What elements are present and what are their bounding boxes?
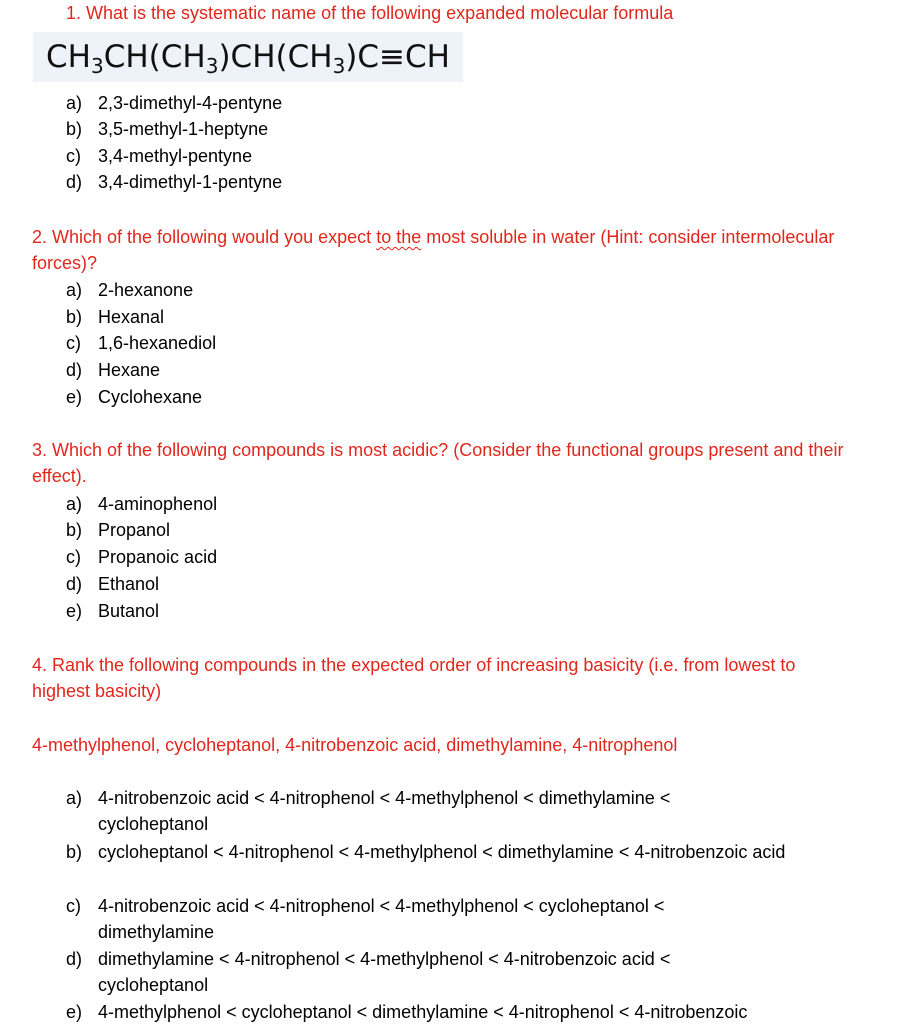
q2-option-a: a) 2-hexanone — [66, 280, 194, 300]
q1-option-a: a) 2,3-dimethyl-4-pentyne — [66, 93, 283, 113]
q1-option-b: b) 3,5-methyl-1-heptyne — [66, 119, 269, 139]
compound-list: 4-methylphenol, cycloheptanol, 4-nitrobenzoic acid, dimethylamine, 4-nitrophenol — [32, 735, 678, 755]
question-4-title: 4. Rank the following compounds in the expected order of increasing basicity (i.e. from lowest to highest basicity) — [32, 655, 796, 701]
q3-option-c: c) Propanoic acid — [66, 547, 218, 567]
q2-option-e: e) Cyclohexane — [66, 387, 203, 407]
q4-option-e: e) 4-methylphenol < cycloheptanol < dimethylamine < 4-nitrophenol < 4-nitrobenzoic — [66, 1002, 748, 1022]
q3-option-a: a) 4-aminophenol — [66, 494, 218, 514]
molecular-formula: $CH_3CH(CH_3)CH(CH_3)C\equiv CH$ — [33, 32, 463, 82]
q4-option-b: b) cycloheptanol < 4-nitrophenol < 4-methylphenol < dimethylamine < 4-nitrobenzoic acid — [66, 842, 786, 862]
q3-option-b: b) Propanol — [66, 520, 171, 540]
q4-option-c: c) 4-nitrobenzoic acid < 4-nitrophenol < 4-methylphenol < cycloheptanol < dimethylamine — [66, 896, 665, 942]
q2-option-c: c) 1,6-hexanediol — [66, 333, 217, 353]
q4-option-a: a) 4-nitrobenzoic acid < 4-nitrophenol < 4-methylphenol < dimethylamine < cycloheptanol — [66, 788, 671, 834]
q2-option-d: d) Hexane — [66, 360, 161, 380]
q3-option-e: e) Butanol — [66, 601, 160, 621]
q4-option-d: d) dimethylamine < 4-nitrophenol < 4-methylphenol < 4-nitrobenzoic acid < cycloheptanol — [66, 949, 671, 995]
q3-option-d: d) Ethanol — [66, 574, 160, 594]
question-2-title: 2. Which of the following would you expect to the most soluble in water (Hint: consider intermolecular forces)? — [32, 227, 835, 273]
q1-option-d: d) 3,4-dimethyl-1-pentyne — [66, 172, 283, 192]
q1-option-c: c) 3,4-methyl-pentyne — [66, 146, 253, 166]
question-3-title: 3. Which of the following compounds is most acidic? (Consider the functional groups present and their effect). — [32, 440, 844, 486]
q2-option-b: b) Hexanal — [66, 307, 165, 327]
spelling-underline: to the — [376, 227, 422, 247]
question-1-title: 1. What is the systematic name of the following expanded molecular formula — [66, 3, 674, 23]
